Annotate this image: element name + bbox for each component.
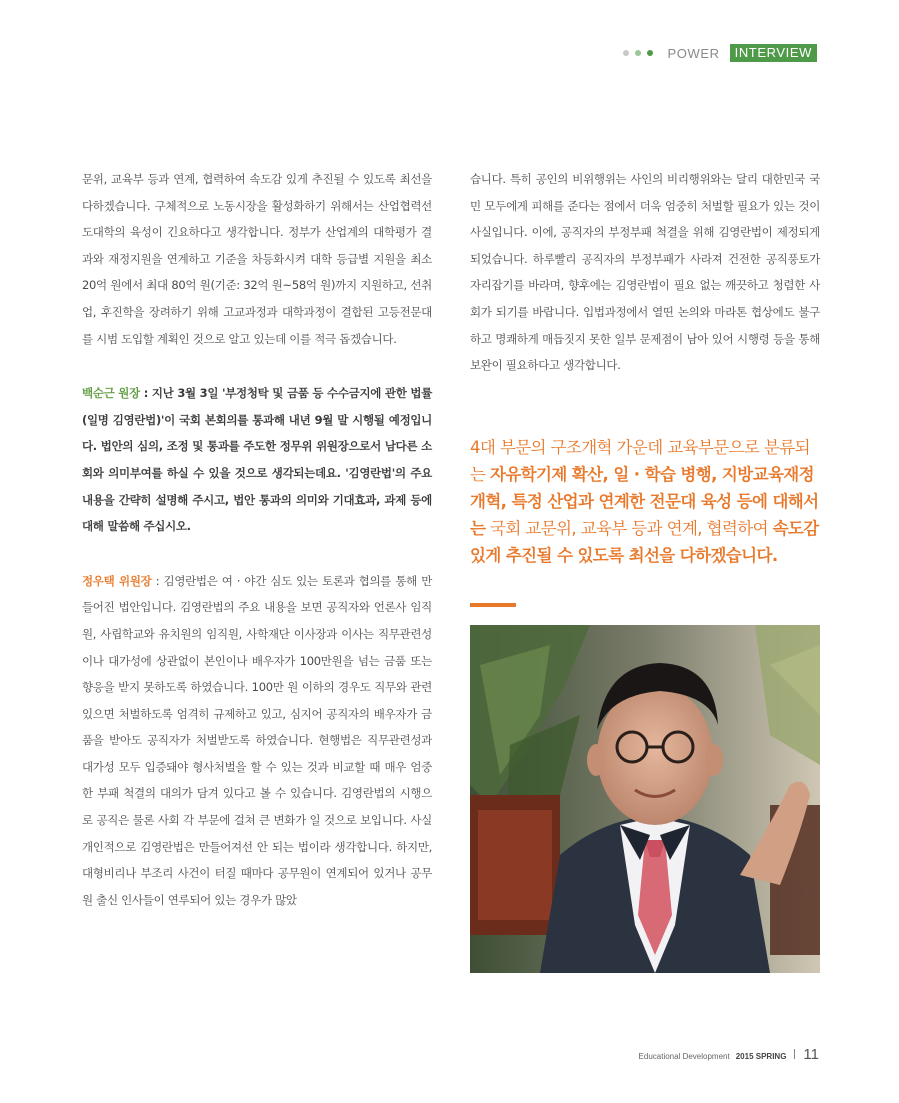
interview-photo	[470, 625, 820, 973]
page-footer	[639, 1046, 819, 1063]
issue-label: 2015 SPRING	[735, 1052, 787, 1061]
question-text: : 지난 3월 3일 '부정청탁 및 금품 등 수수금지에 관한 법률(일명 김영란법)'이 국회 본회의를 통과해 내년 9월 말 시행될 예정입니다. 법안의 심의, 조정 및 통과를 주도한 정무위 위원장으로서 남다른 소회와 의미부여를 하실 수 있을 것으로 생각되는데요. '김영란법'의 주요 내용을 간략히 설명해 주시고, 법안 통과의 의미와 기대효과, 과제 등에 대해 말씀해 주십시오.	[82, 386, 433, 534]
section-tag: INTERVIEW	[730, 44, 817, 62]
page-header	[623, 44, 817, 62]
question-paragraph	[82, 380, 432, 540]
header-dot-mid	[635, 50, 641, 56]
quote-bold-1: 자유학기제 확산, 일 · 학습 병행, 지방교육재정 개혁, 특정 산업과 연계한 전문대 육성 등에 대해서는	[470, 465, 819, 538]
right-column	[470, 166, 820, 379]
quote-text-2: 국회 교문위, 교육부 등과 연계, 협력하여	[485, 519, 773, 538]
left-column	[82, 166, 432, 913]
answer-text: : 김영란법은 여 · 야간 심도 있는 토론과 협의를 통해 만들어진 법안입니다. 김영란법의 주요 내용을 보면 공직자와 언론사 임직원, 사립학교와 유치원의 임직원, 사학재단 이사장과 이사는 직무관련성이나 대가성에 상관없이 본인이나 배우자가 100만원을 넘는 금품 또는 향응을 받지 못하도록 하였습니다. 100만 원 이하의 경우도 직무와 관련 있으면 처벌하도록 엄격히 규제하고 있고, 심지어 공직자의 배우자가 금품을 받아도 공직자가 처벌받도록 하였습니다. 현행법은 직무관련성과 대가성 모두 입증돼야 형사처벌을 할 수 있는 것과 비교할 때 매우 엄중한 부패 척결의 대의가 담겨 있다고 볼 수 있습니다. 김영란법의 시행으로 공직은 물론 사회 각 부문에 걸쳐 큰 변화가 일 것으로 보입니다. 사실 개인적으로 김영란법은 만들어져선 안 되는 법이라 생각합니다. 하지만, 대형비리나 부조리 사건이 터질 때마다 공무원이 연계되어 있거나 공무원 출신 인사들이 연루되어 있는 경우가 많았	[82, 573, 433, 907]
page-number: 11	[803, 1046, 819, 1063]
header-dot-dark	[647, 50, 653, 56]
quote-rule	[470, 603, 516, 607]
speaker-interviewer: 백순근 원장	[82, 386, 140, 401]
answer-paragraph	[82, 568, 432, 914]
footer-divider	[794, 1049, 795, 1059]
quote-bold-2: 속도감 있게 추진될 수 있도록 최선을 다하겠습니다.	[470, 519, 819, 565]
right-paragraph-1: 습니다. 특히 공인의 비위행위는 사인의 비리행위와는 달리 대한민국 국민 모두에게 피해를 준다는 점에서 더욱 엄중히 처벌할 필요가 있는 것이 사실입니다. 이에, 공직자의 부정부패 척결을 위해 김영란법이 제정되게 되었습니다. 하루빨리 공직자의 부정부패가 사라져 건전한 공직풍토가 자리잡기를 바라며, 향후에는 김영란법이 필요 없는 깨끗하고 청렴한 사회가 되기를 바랍니다. 입법과정에서 열띤 논의와 마라톤 협상에도 불구하고 명쾌하게 매듭짓지 못한 일부 문제점이 남아 있어 시행령 등을 통해 보완이 필요하다고 생각합니다.	[470, 172, 820, 373]
left-paragraph-1: 문위, 교육부 등과 연계, 협력하여 속도감 있게 추진될 수 있도록 최선을 다하겠습니다. 구체적으로 노동시장을 활성화하기 위해서는 산업협력선도대학의 육성이 긴요하다고 생각합니다. 정부가 산업계의 대학평가 결과와 재정지원을 연계하고 기준을 차등화시켜 대학 등급별 지원을 최소 20억 원에서 최대 80억 원(기준: 32억 원~58억 원)까지 지원하고, 선취업, 후진학을 장려하기 위해 고교과정과 대학과정이 결합된 고등전문대를 시범 도입할 계획인 것으로 알고 있는데 이를 적극 돕겠습니다.	[82, 172, 432, 346]
quote-text-1: 4대 부문의 구조개혁 가운데 교육부문으로 분류되는	[470, 438, 810, 484]
section-label: POWER	[667, 45, 720, 61]
speaker-interviewee: 정우택 위원장	[82, 573, 152, 588]
pull-quote	[470, 434, 822, 569]
magazine-name: Educational Development	[638, 1052, 730, 1061]
header-dot-light	[623, 50, 629, 56]
